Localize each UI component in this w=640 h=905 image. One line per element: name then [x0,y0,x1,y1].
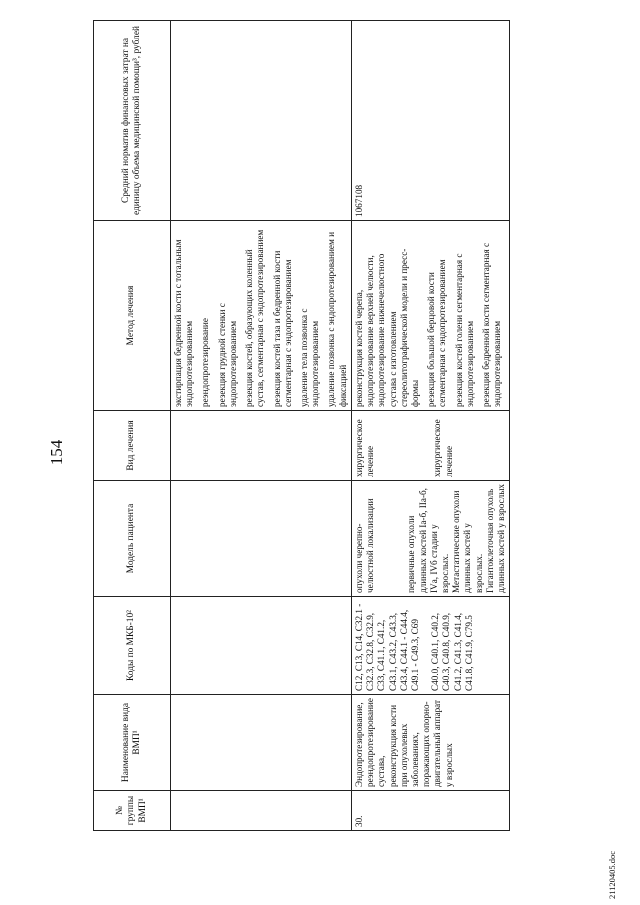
cell-group-number: 30. [351,791,509,831]
cell-methods-continuation [171,221,352,411]
cell-empty [171,411,352,481]
cell-empty [171,481,352,597]
table-header-row [94,21,171,831]
method-item: удаление позвонка с эндопротезированием и фиксацией [326,231,348,407]
method-item: реэндопротезирование [200,318,211,407]
cell-empty [171,791,352,831]
header-cost-norm: Средний норматив финансовых затрат на единицу объема медицинской помощи³, рублей [94,21,171,221]
cell-treatment-method [351,221,509,411]
patient-model-2: первичные опухоли длинных костей Iа-б, IIа-б, IVа, IVб стадии у взрослых. Метастатические опухоли длинных костей у взрослых. Гигантоклеточная опухоль длинных костей у взрослых [406,484,507,593]
header-treatment-type: Вид лечения [94,411,171,481]
method-item: резекция бедренной кости сегментарная с эндопротезированием [481,242,503,407]
icd-codes-1: C12, C13, C14, C32.1 - C32.3, C32.8, C32.9, C33, C41.1, C41.2, C43.1, C43.2, C43.3, C43.4, C44.1 - C44.4, C49.1 - C49.3, C69 [353,603,420,691]
cell-patient-model [351,481,509,597]
cell-empty [171,695,352,791]
vmp-table [93,20,510,831]
method-item: резекция костей таза и бедренной кости сегментарная с эндопротезированием [271,250,293,407]
header-vmp-name: Наименование вида ВМП¹ [94,695,171,791]
method-item: резекция костей голени сегментарная с эндопротезированием [453,253,475,407]
table-row-30 [351,21,509,831]
treatment-type-1: хирургическое лечение [353,419,376,477]
cell-empty [171,21,352,221]
method-item: экстирпация бедренной кости с тотальным эндопротезированием [173,239,195,407]
header-group-number: № группы ВМП¹ [94,791,171,831]
patient-model-1: опухоли черепно-челюстной локализации [353,498,376,593]
method-item: реконструкция костей черепа, эндопротезирование верхней челюсти, эндопротезирование нижнечелюстного сустава с изготовлением стереолитографической модели и пресс-формы [353,248,420,407]
method-item: удаление тела позвонка с эндопротезированием [298,308,321,407]
page-number: 154 [47,439,66,466]
cell-cost-norm: 1067108 [351,21,509,221]
cell-empty [171,597,352,695]
footer-filename: 21120405.doc [607,850,617,899]
method-item: резекция грудной стенки с эндопротезированием [216,303,238,407]
method-item: резекция костей, образующих коленный сустав, сегментарная с эндопротезированием [244,229,266,407]
treatment-type-2: хирургическое лечение [432,419,454,477]
icd-codes-2: C40.0, C40.1, C40.2, C40.3, C40.8, C40.9, C41.2, C41.3, C41.4, C41.8, C41.9, C79.5 [430,612,474,691]
method-item: резекция большой берцовой кости сегментарная с эндопротезированием [426,259,448,407]
cell-treatment-type [351,411,509,481]
cell-vmp-name: Эндопротезирование, реэндопротезирование сустава, реконструкция кости при опухолевых заболеваниях, поражающих опорно-двигательный аппарат у взрослых [351,695,509,791]
table-row-continuation [171,21,352,831]
header-treatment-method: Метод лечения [94,221,171,411]
header-icd-codes: Коды по МКБ-10² [94,597,171,695]
cell-icd-codes [351,597,509,695]
header-patient-model: Модель пациента [94,481,171,597]
